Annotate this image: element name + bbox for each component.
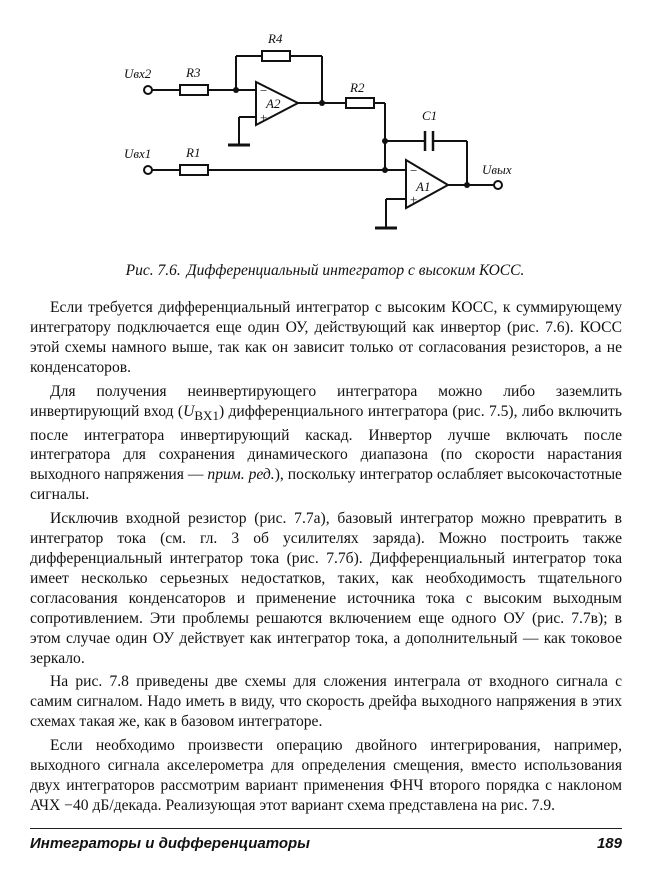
- editor-note: прим. ред.: [207, 466, 275, 484]
- label-r2: R2: [350, 80, 365, 95]
- resistor-r3: [180, 85, 208, 95]
- figure-caption: [0, 262, 650, 280]
- label-uin2: Uвх2: [124, 66, 152, 81]
- section-title: Интеграторы и дифференциаторы: [30, 835, 310, 852]
- voltage-symbol: U: [183, 402, 195, 420]
- circuit-diagram: [100, 15, 530, 255]
- junction-a1-output: [464, 182, 470, 188]
- junction-c1-left: [382, 138, 388, 144]
- label-uin1: Uвх1: [124, 146, 152, 161]
- page-footer: [30, 828, 622, 852]
- label-a2: A2: [266, 96, 281, 111]
- figure-caption-text: Дифференциальный интегратор с высоким КОСС.: [186, 262, 525, 279]
- label-a2-plus: +: [260, 110, 268, 125]
- label-r1: R1: [186, 145, 201, 160]
- paragraph-2: [30, 382, 622, 506]
- paragraph-2-part-a: Для получения неинвертирующего интегратора можно либо заземлить инвертирующий вход (: [30, 382, 622, 420]
- paragraph-2-part-c: ), поскольку интегратор ослабляет высокочастотные сигналы.: [30, 466, 622, 504]
- label-a1-plus: +: [410, 192, 418, 207]
- label-uout: Uвых: [482, 162, 512, 177]
- voltage-subscript: BX1: [194, 407, 219, 423]
- paragraph-4: На рис. 7.8 приведены две схемы для сложения интеграла от входного сигнала с самим сигналом. Надо иметь в виду, что скорость дрейфа выходного напряжения в этих схемах такая же, как в базовом интеграторе.: [30, 673, 622, 731]
- body-text: [30, 298, 622, 820]
- junction-a2-input: [233, 87, 239, 93]
- label-a2-minus: −: [260, 83, 268, 98]
- paragraph-1: Если требуется дифференциальный интегратор с высоким КОСС, к суммирующему интегратору подключается еще один ОУ, действующий как инвертор (рис. 7.6). КОСС этой схемы намного выше, так как он зависит только от согласования резисторов, а не конденсаторов.: [30, 299, 622, 376]
- page-number: 189: [596, 835, 622, 852]
- label-r3: R3: [186, 65, 201, 80]
- label-r4: R4: [268, 31, 283, 46]
- resistor-r4: [262, 51, 290, 61]
- paragraph-3: Исключив входной резистор (рис. 7.7а), базовый интегратор можно превратить в интегратор тока (см. гл. 3 об усилителях заряда). Можно построить также дифференциальный интегратор тока (рис. 7.7б). Дифференциальный интегратор тока имеет несколько серьезных недостатков, таких, как необходимость тщательного согласования конденсаторов и применение источника тока с высоким выходным сопротивлением. Эти проблемы решаются включением еще одного ОУ (рис. 7.7в); в этом случае один ОУ действует как интегратор тока, а дополнительный — как токовое зеркало.: [30, 510, 622, 667]
- terminal-uin1: [144, 166, 152, 174]
- label-a1: A1: [416, 179, 431, 194]
- junction-a1-input: [382, 167, 388, 173]
- label-a1-minus: −: [410, 163, 418, 178]
- resistor-r2: [346, 98, 374, 108]
- terminal-uin2: [144, 86, 152, 94]
- figure-caption-number: Рис. 7.6.: [125, 262, 181, 279]
- junction-a2-output: [319, 100, 325, 106]
- label-c1: C1: [422, 108, 438, 123]
- paragraph-5: Если необходимо произвести операцию двойного интегрирования, например, выходного сигнала акселерометра для определения смещения, вместо использования двух интеграторов рассмотрим вариант применения ФНЧ второго порядка с наклоном АЧХ −40 дБ/декада. Реализующая этот вариант схема представлена на рис. 7.9.: [30, 737, 622, 814]
- terminal-uout: [494, 181, 502, 189]
- resistor-r1: [180, 165, 208, 175]
- paragraph-2-part-b: ) дифференциального интегратора (рис. 7.5), либо включить после интегратора инвертирующий каскад. Инвертор лучше включать после интегратора для сохранения динамического диапазона (по скорости нарастания выходного напряжения —: [30, 402, 622, 484]
